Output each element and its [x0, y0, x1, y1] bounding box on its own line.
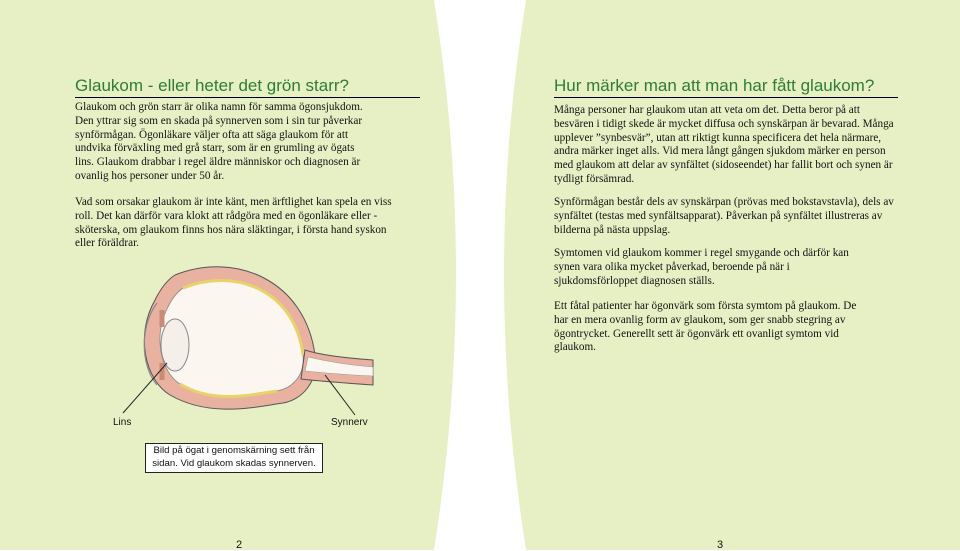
- right-paragraph-1: Många personer har glaukom utan att veta om det. Detta beror på att besvären i tidigt skede är mycket diffusa och synskärpan är bevarad. Många upplever ”synbesvär”, utan att riktigt kunna specificera det hela närmare, andra märker inget alls. Vid mera långt gången sjukdom märker en person med glaukom att delar av synfältet (sidoseendet) har fallit bort och synen är tydligt försämrad.: [554, 104, 894, 185]
- right-paragraph-4: Ett fåtal patienter har ögonvärk som första symtom på glaukom. De har en mera ovanlig form av glaukom, som ger snabb stegring av ögontrycket. Generellt sett är ögonvärk ett ovanligt symtom vid glaukom.: [554, 300, 857, 354]
- left-page-number: 2: [236, 539, 243, 551]
- left-heading: Glaukom - eller heter det grön starr?: [75, 76, 350, 95]
- left-paragraph-2: Vad som orsakar glaukom är inte känt, men ärftlighet kan spela en viss roll. Det kan därför vara klokt att rådgöra med en ögonläkare eller -sköterska, om glaukom finns hos nära släktingar, i första hand syskon eller föräldrar.: [75, 196, 392, 250]
- right-paragraph-2: Synförmågan består dels av synskärpan (prövas med bokstavstavla), dels av synfältet (testas med synfältsapparat). Påverkan på synfältet illustreras av bilderna på nästa uppslag.: [554, 196, 894, 236]
- lens: [161, 319, 189, 371]
- optic-nerve-label: Synnerv: [331, 417, 368, 428]
- lens-label: Lins: [113, 417, 132, 428]
- lens-pointer-line: [123, 363, 167, 413]
- right-paragraph-3: Symtomen vid glaukom kommer i regel smygande och därför kan synen vara olika mycket påverkad, beroende på när i sjukdomsförloppet diagnosen ställs.: [554, 247, 849, 287]
- left-heading-rule: [75, 97, 420, 98]
- right-page-number: 3: [717, 539, 724, 551]
- left-paragraph-1: Glaukom och grön starr är olika namn för samma ögonsjukdom. Den yttrar sig som en skada på synnerven som i sin tur påverkar synförmågan. Ögonläkare väljer ofta att säga glaukom för att undvika förväxling med grå starr, som är en grumling av ögats lins. Glaukom drabbar i regel äldre människor och diagnosen är ovanlig hos personer under 50 år.: [75, 101, 363, 182]
- right-heading-rule: [554, 97, 898, 98]
- figure-caption: Bild på ögat i genomskärning sett från sidan. Vid glaukom skadas synnerven.: [145, 443, 323, 473]
- right-heading: Hur märker man att man har fått glaukom?: [554, 76, 875, 95]
